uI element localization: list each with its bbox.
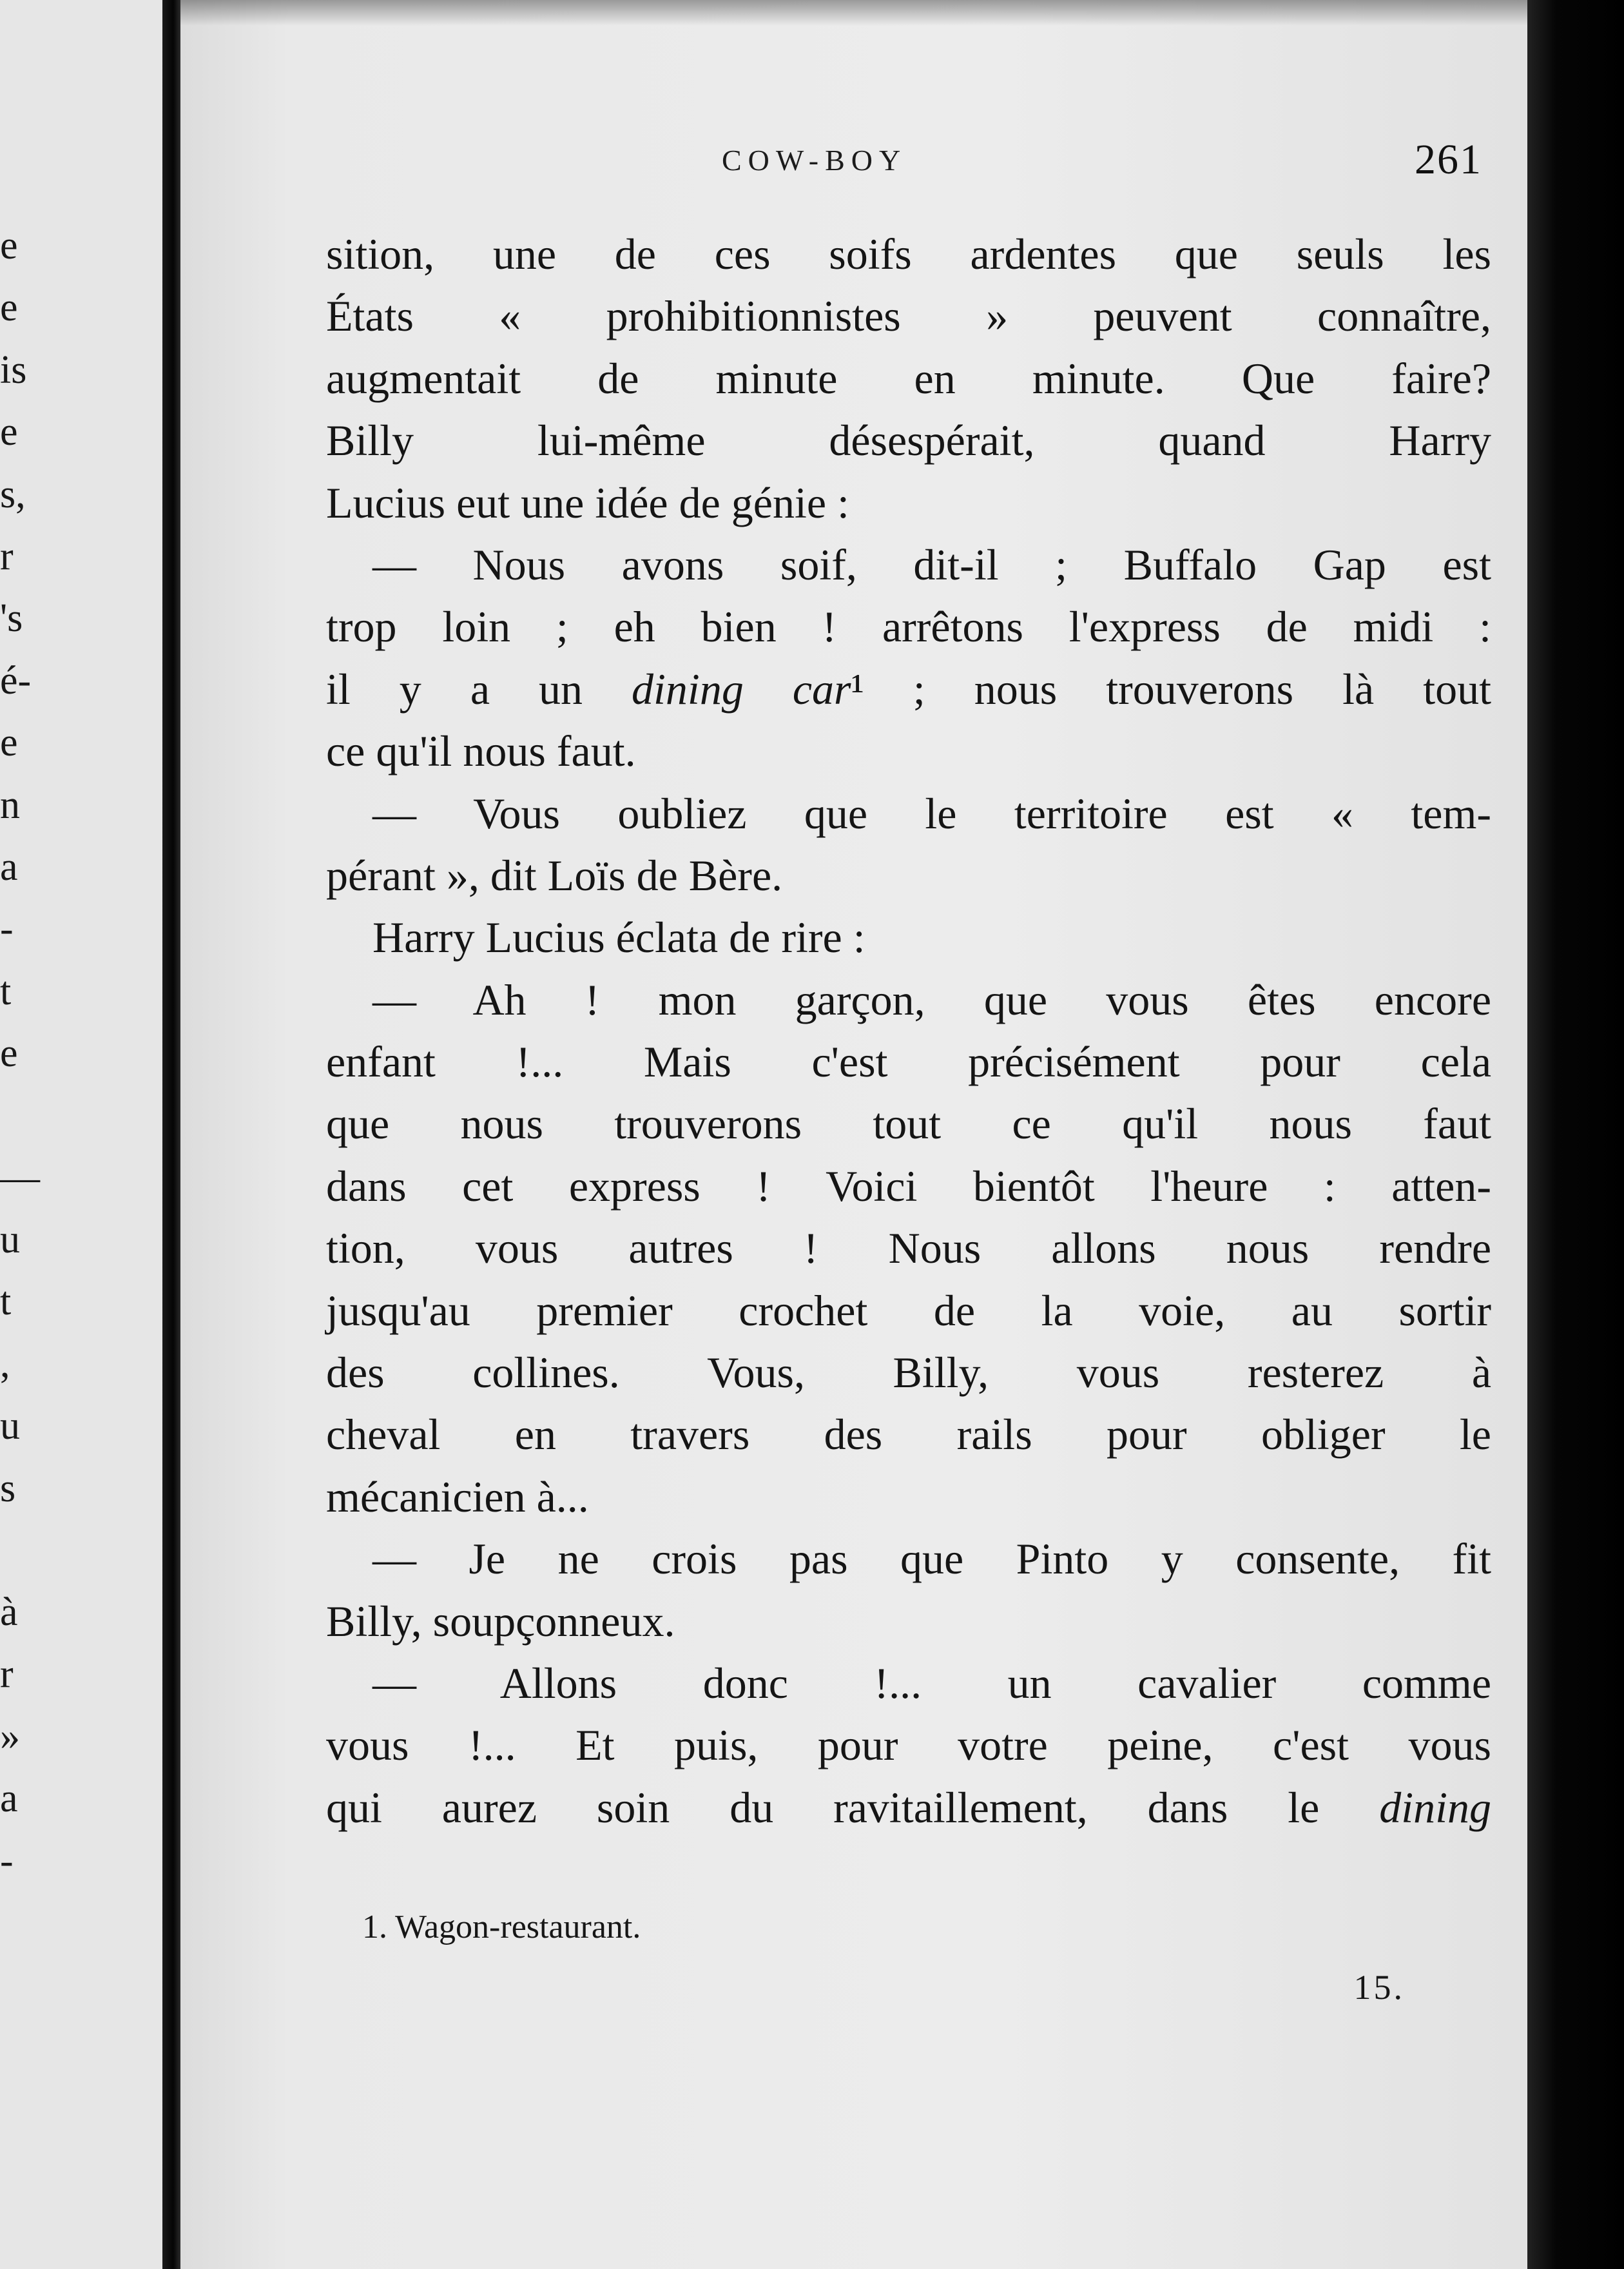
left-page-edge-char: e — [0, 286, 18, 330]
signature-mark: 15. — [1353, 1968, 1405, 2007]
text-line: — Je ne crois pas que Pinto y consente, fit — [372, 1534, 1491, 1584]
text-line: Lucius eut une idée de génie : — [326, 478, 849, 527]
left-page-edge-char: r — [0, 1652, 14, 1697]
book-page — [180, 0, 1527, 2269]
text-line: États « prohibitionnistes » peuvent connaître, — [326, 291, 1491, 341]
left-page-edge-char: à — [0, 1590, 18, 1634]
text-line: qui aurez soin du ravitaillement, dans le dining — [326, 1782, 1491, 1832]
body-text — [326, 223, 1491, 1838]
text-line: cheval en travers des rails pour obliger le — [326, 1410, 1491, 1459]
left-page-edge-char: a — [0, 1777, 18, 1821]
left-page-edge-char: n — [0, 783, 20, 827]
footnote: 1. Wagon-restaurant. — [362, 1909, 641, 1945]
left-page-edge-char: is — [0, 347, 27, 392]
left-page-edge-char: u — [0, 1218, 20, 1261]
text-line: Billy lui-même désespérait, quand Harry — [326, 416, 1491, 465]
text-line: Harry Lucius éclata de rire : — [372, 913, 865, 962]
left-page-edge-char: , — [0, 1341, 10, 1386]
left-page-edge-char: r — [0, 534, 14, 578]
left-page-edge-char: u — [0, 1404, 20, 1448]
text-line: — Ah ! mon garçon, que vous êtes encore — [372, 975, 1491, 1024]
text-line: trop loin ; eh bien ! arrêtons l'express de midi : — [326, 602, 1491, 652]
left-page-edge-char: t — [0, 969, 12, 1013]
text-line: — Allons donc !... un cavalier comme — [372, 1658, 1491, 1708]
text-line: Billy, soupçonneux. — [326, 1596, 675, 1646]
page-number: 261 — [1415, 136, 1482, 183]
text-line: — Nous avons soif, dit-il ; Buffalo Gap est — [372, 540, 1491, 589]
text-line: sition, une de ces soifs ardentes que seuls les — [326, 229, 1491, 278]
left-page-edge-char: » — [0, 1714, 20, 1758]
text-line: il y a un dining car¹ ; nous trouverons là tout — [326, 664, 1491, 714]
left-page-edge-char: s — [0, 1466, 16, 1510]
running-header — [180, 135, 1527, 187]
text-line: tion, vous autres ! Nous allons nous rendre — [326, 1223, 1491, 1273]
left-page-edge-char: - — [0, 1838, 14, 1883]
running-title: COW-BOY — [722, 144, 907, 177]
text-line: mécanicien à... — [326, 1472, 589, 1521]
text-line: des collines. Vous, Billy, vous resterez à — [326, 1348, 1491, 1397]
text-line: que nous trouverons tout ce qu'il nous faut — [326, 1099, 1491, 1149]
text-line: jusqu'au premier crochet de la voie, au sortir — [326, 1285, 1491, 1335]
left-page-edge-char: - — [0, 907, 14, 951]
left-page-edge-char: 's — [0, 596, 23, 641]
left-page-edge-char: e — [0, 721, 18, 765]
left-page-edge-char: — — [0, 1155, 40, 1200]
text-line: ce qu'il nous faut. — [326, 726, 636, 776]
left-page-edge-char: e — [0, 1031, 18, 1076]
text-line: vous !... Et puis, pour votre peine, c'est vous — [326, 1720, 1491, 1770]
right-scan-margin — [1527, 0, 1624, 2269]
left-page-edge-char: s, — [0, 472, 26, 516]
page-gutter — [162, 0, 180, 2269]
text-line: augmentait de minute en minute. Que faire? — [326, 353, 1491, 403]
text-line: enfant !... Mais c'est précisément pour cela — [326, 1037, 1491, 1087]
left-page-edge-char: e — [0, 224, 18, 268]
text-line: dans cet express ! Voici bientôt l'heure : atten- — [326, 1161, 1491, 1211]
left-page-edge-char: a — [0, 845, 18, 889]
left-page-edge-char: e — [0, 410, 18, 454]
left-page-fragment — [0, 0, 162, 2269]
left-page-edge-char: é- — [0, 658, 32, 703]
page-top-shadow — [180, 0, 1527, 26]
text-line: pérant », dit Loïs de Bère. — [326, 850, 783, 900]
text-line: — Vous oubliez que le territoire est « tem- — [372, 788, 1491, 838]
left-page-edge-char: t — [0, 1280, 12, 1324]
